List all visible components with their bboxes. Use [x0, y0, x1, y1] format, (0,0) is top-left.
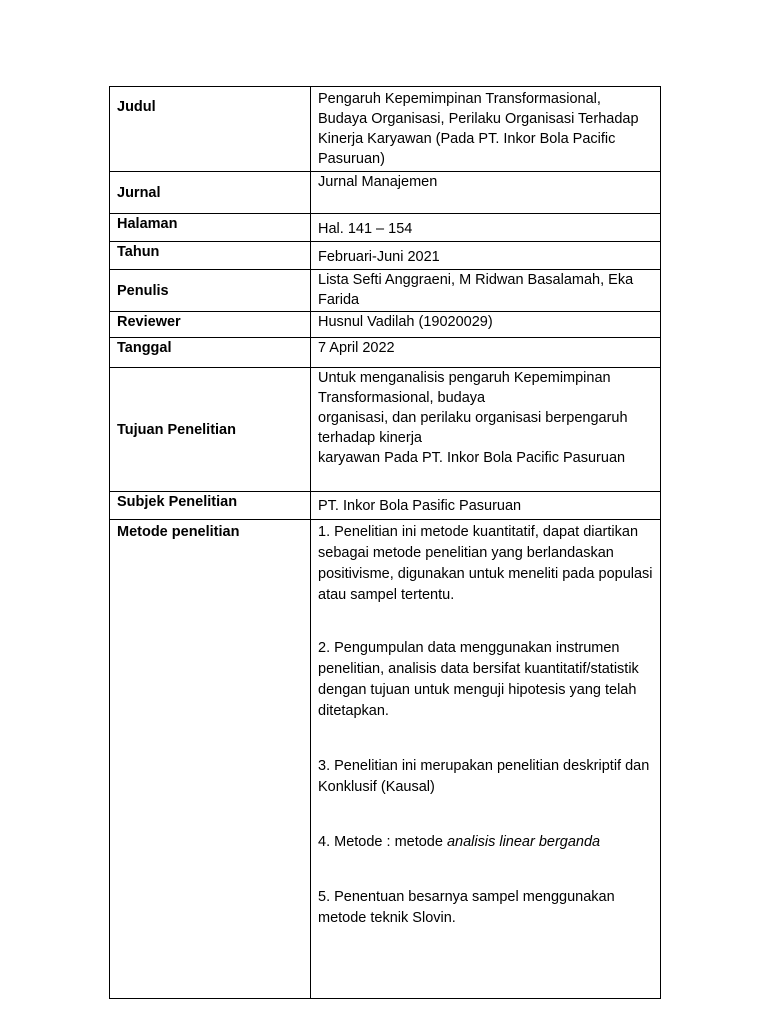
- row-judul: [110, 87, 661, 172]
- row-tujuan: [110, 368, 661, 492]
- value-reviewer: Husnul Vadilah (19020029): [311, 312, 661, 338]
- value-tahun: Februari-Juni 2021: [311, 242, 661, 270]
- row-penulis: [110, 270, 661, 312]
- label-tujuan: Tujuan Penelitian: [110, 368, 311, 492]
- row-halaman: [110, 214, 661, 242]
- row-metode: [110, 520, 661, 999]
- tujuan-line-1: Untuk menganalisis pengaruh Kepemimpinan Transformasional, budaya: [318, 370, 611, 406]
- metode-item-4-prefix: 4. Metode : metode: [318, 834, 447, 850]
- row-tanggal: [110, 338, 661, 368]
- row-jurnal: [110, 172, 661, 214]
- metode-item-2: 2. Pengumpulan data menggunakan instrumen penelitian, analisis data bersifat kuantitatif/statistik dengan tujuan untuk menguji hipotesis yang telah ditetapkan.: [318, 640, 639, 719]
- label-reviewer: Reviewer: [110, 312, 311, 338]
- value-judul: Pengaruh Kepemimpinan Transformasional, Budaya Organisasi, Perilaku Organisasi Terhadap Kinerja Karyawan (Pada PT. Inkor Bola Pacific Pasuruan): [311, 87, 661, 172]
- label-halaman: Halaman: [110, 214, 311, 242]
- value-penulis: Lista Sefti Anggraeni, M Ridwan Basalamah, Eka Farida: [311, 270, 661, 312]
- metode-item-3: 3. Penelitian ini merupakan penelitian deskriptif dan Konklusif (Kausal): [318, 758, 650, 795]
- label-metode: Metode penelitian: [110, 520, 311, 999]
- journal-review-table: [109, 86, 661, 999]
- value-subjek: PT. Inkor Bola Pasific Pasuruan: [311, 492, 661, 520]
- value-tujuan: [311, 368, 661, 492]
- value-jurnal: Jurnal Manajemen: [311, 172, 661, 214]
- row-tahun: [110, 242, 661, 270]
- label-tanggal: Tanggal: [110, 338, 311, 368]
- metode-item-1: 1. Penelitian ini metode kuantitatif, dapat diartikan sebagai metode penelitian yang berlandaskan positivisme, digunakan untuk meneliti pada populasi atau sampel tertentu.: [318, 524, 653, 603]
- tujuan-line-3: karyawan Pada PT. Inkor Bola Pacific Pasuruan: [318, 450, 626, 466]
- label-penulis: Penulis: [110, 270, 311, 312]
- label-jurnal: Jurnal: [110, 172, 311, 214]
- value-metode: [311, 520, 661, 999]
- value-halaman: Hal. 141 – 154: [311, 214, 661, 242]
- metode-item-4-italic: analisis linear berganda: [446, 834, 601, 850]
- label-judul: Judul: [110, 87, 311, 172]
- label-tahun: Tahun: [110, 242, 311, 270]
- metode-item-5: 5. Penentuan besarnya sampel menggunakan metode teknik Slovin.: [318, 889, 615, 926]
- label-subjek: Subjek Penelitian: [110, 492, 311, 520]
- value-tanggal: 7 April 2022: [311, 338, 661, 368]
- tujuan-line-2: organisasi, dan perilaku organisasi berpengaruh terhadap kinerja: [318, 410, 628, 446]
- metode-item-4: [318, 832, 653, 853]
- row-reviewer: [110, 312, 661, 338]
- row-subjek: [110, 492, 661, 520]
